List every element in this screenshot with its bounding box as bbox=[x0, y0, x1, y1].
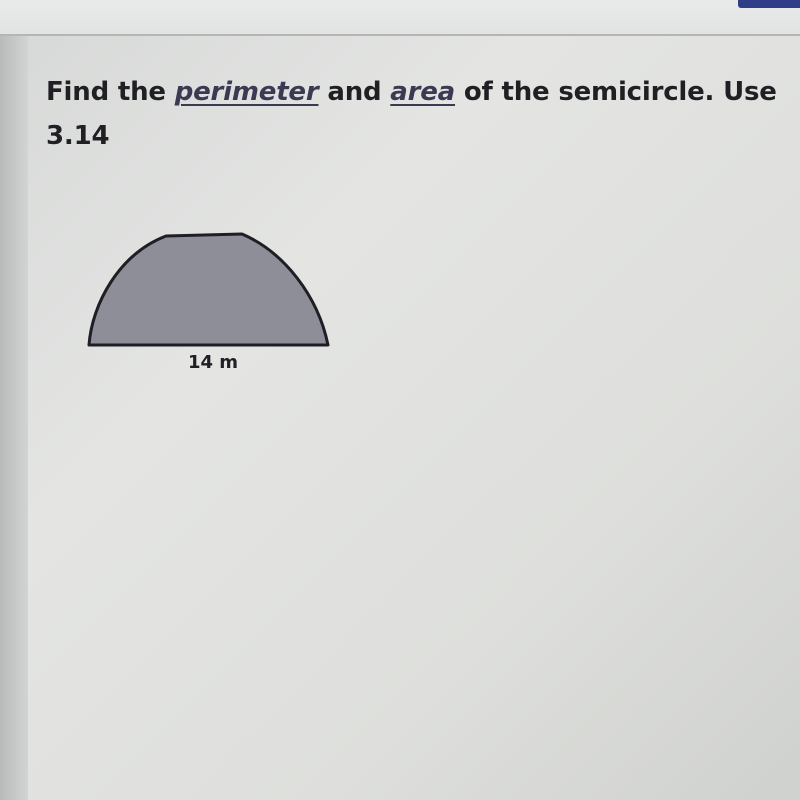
perimeter-term: perimeter bbox=[174, 77, 319, 107]
top-right-button[interactable] bbox=[738, 0, 800, 8]
question-panel bbox=[28, 36, 800, 800]
diameter-label: 14 m bbox=[187, 352, 239, 373]
top-bar bbox=[0, 0, 800, 36]
question-suffix: of the semicircle. Use bbox=[463, 77, 777, 107]
semicircle-diagram bbox=[84, 228, 334, 353]
question-prefix: Find the bbox=[46, 77, 166, 107]
screen-left-edge bbox=[0, 0, 28, 800]
semicircle-shape bbox=[89, 234, 328, 345]
question-middle: and bbox=[327, 77, 382, 107]
question-prompt bbox=[46, 70, 786, 158]
pi-value: 3.14 bbox=[46, 121, 110, 151]
area-term: area bbox=[390, 77, 456, 107]
semicircle-figure bbox=[84, 228, 334, 373]
